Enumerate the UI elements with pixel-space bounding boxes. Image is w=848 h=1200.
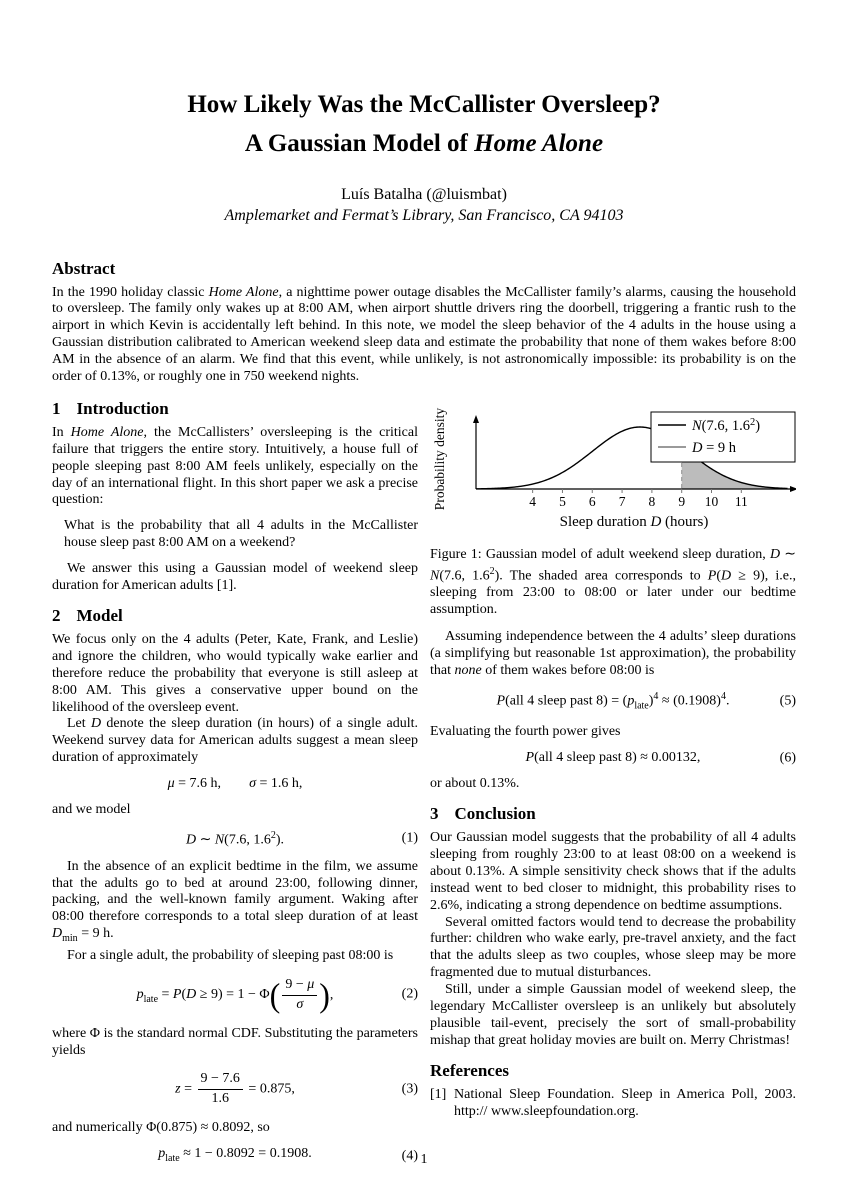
section-number: 2 (52, 606, 61, 625)
paper-title (52, 86, 796, 164)
section-heading-model (52, 608, 418, 625)
x-axis-label: Sleep duration D (hours) (559, 513, 709, 530)
equation-3: z = $\frac{9 - 7.6}{1.6}$ = 0.875, (3) (175, 1071, 418, 1107)
fraction: $\frac{9 - 7.6}{1.6}$ (196, 1071, 245, 1108)
equation-5: P(all 4 sleep past $8) = (p_{late})^4 \approx (0.1908)^4$. (5) (496, 690, 796, 712)
section-number: 3 (430, 804, 439, 824)
model-paragraph-2: Let D denote the sleep duration (in hours) of a single adult. Weekend survey data for American adults suggest a mean sleep duration of approximately (52, 716, 418, 766)
gaussian-plot (430, 405, 796, 533)
section-heading-introduction (52, 398, 418, 418)
model-paragraph-4: In the absence of an explicit bedtime in the film, we assume that the adults go to bed at around 23:00, following dinner, packing, and the well-known family argument. Waking after 08:00 therefore corresponds to a total sleep duration of at least $D_{min} = 9$ h. (52, 858, 418, 945)
fraction: $\frac{9 - \mu}{\sigma}$ (280, 977, 319, 1014)
model-paragraph-7: and numerically Φ(0.875) ≈ 0.8092, so (52, 1120, 270, 1136)
equation-parameters: μ = 7.6 h, σ = 1.6 h, (167, 776, 303, 792)
x-tick-label: 8 (648, 493, 656, 509)
model-paragraph-1: We focus only on the 4 adults (Peter, Kate, Frank, and Leslie) and ignore the children, who would typically wake earlier and therefore reduce the probability that everyone is still asleep at 8:00 AM. This gives a conservative upper bound on the likelihood of the oversleep event. (52, 631, 418, 715)
equation-number: (1) (401, 830, 418, 846)
section-title: Introduction (76, 398, 169, 418)
x-tick-label: 7 (618, 493, 626, 509)
section-title: Conclusion (454, 804, 536, 824)
x-tick-label: 5 (559, 493, 566, 509)
y-axis-label: Probability density (432, 407, 447, 511)
assuming-paragraph: Assuming independence between the 4 adults’ sleep durations (a simplifying but reasonable 1st approximation), the probability that none of them wakes before 08:00 is (430, 629, 796, 679)
abstract-text: In the 1990 holiday classic Home Alone, a nighttime power outage disables the McCallister family’s alarms, causing the household to oversleep. The family only wakes up at 8:00 AM, when airport shuttle drivers ring the doorbell, triggering a frantic rush to the airport in which Kevin is accidentally left behind. In this note, we model the sleep behavior of the 4 adults in the house using a Gaussian distribution calibrated to American weekend sleep data and estimate the probability that none of them wakes before 8:00 AM in the absence of an alarm. We find that this event, while unlikely, is not astronomically impossible: its probability is on the order of 0.13%, or roughly one in 750 weekend nights. (52, 284, 796, 385)
research-question-quote: What is the probability that all 4 adults in the McCallister house sleep past 8:00 AM on a weekend? (64, 518, 418, 551)
paper-title-line1: How Likely Was the McCallister Oversleep? (187, 91, 661, 118)
abstract-heading: Abstract (52, 258, 116, 278)
intro-paragraph-2: We answer this using a Gaussian model of weekend sleep duration for American adults [1]. (52, 561, 418, 594)
model-paragraph-6: where Φ is the standard normal CDF. Substituting the parameters yields (52, 1025, 418, 1058)
references-heading: References (430, 1060, 509, 1080)
x-tick-label: 6 (588, 493, 596, 509)
x-axis-arrow (790, 486, 796, 492)
equation-number: (6) (779, 750, 796, 766)
intro-paragraph-1: In Home Alone, the McCallisters’ oversleeping is the critical failure that triggers the entire story. Intuitively, a house full of people sleeping past 8:00 AM feels unlikely, especially on the day of an international flight. In this short paper we ask a precise question: (52, 424, 418, 508)
conclusion-paragraph-3: Still, under a simple Gaussian model of weekend sleep, the legendary McCallister oversleep is an unlikely but absolutely plausible tail-event, precisely the sort of small-probability mishap that great holiday movies are built on. Merry Christmas! (430, 982, 796, 1048)
equation-2: $p_{late} = P(D \ge 9) = 1 - \Phi$( $\frac{9 - \mu}{\sigma}$ ), (2) (136, 976, 418, 1015)
section-number: 1 (52, 398, 61, 418)
evaluating-paragraph: Evaluating the fourth power gives (430, 724, 621, 740)
affiliation: Amplemarket and Fermat’s Library, San Francisco, CA 94103 (224, 206, 624, 224)
section-title: Model (76, 606, 123, 625)
reference-item-1 (430, 1087, 796, 1121)
x-tick-label: 10 (704, 493, 719, 509)
title-block (52, 86, 796, 225)
x-tick-label: 11 (734, 493, 748, 509)
y-axis-arrow (473, 415, 479, 423)
conclusion-paragraph-1: Our Gaussian model suggests that the probability of all 4 adults sleeping from roughly 23:00 to at least 08:00 on a weekend is about 0.13%. A simple sensitivity check shows that if the adults instead went to bed closer to midnight, this probability rises to 2.6%, indicating a strong dependence on bedtime assumptions. (430, 830, 796, 913)
open-paren: ( (269, 976, 281, 1015)
figure-caption: Figure 1: Gaussian model of adult weekend sleep duration, D ∼ N(7.6, $1.6^2$). The shaded area corresponds to P(D ≥ 9), i.e., sleeping from 23:00 to 08:00 or later under our bedtime assumption. (430, 546, 796, 618)
equation-4: $p_{late} \approx 1 - 0.8092 = 0.1908$. (4) (158, 1146, 418, 1164)
author: Luís Batalha (@luismbat) (341, 185, 507, 203)
right-column (430, 401, 796, 1177)
equation-number: (5) (779, 693, 796, 709)
equation-6: P(all 4 sleep past 8) ≈ 0.00132, (6) (525, 750, 796, 766)
or-about-paragraph: or about 0.13%. (430, 776, 520, 792)
figure-1 (430, 405, 796, 619)
paper-title-line2: A Gaussian Model of Home Alone (244, 129, 604, 157)
equation-number: (2) (401, 986, 418, 1002)
page-number: 1 (420, 1152, 428, 1167)
legend-label-threshold: D = 9 h (692, 439, 737, 456)
two-column-body (52, 398, 796, 1177)
close-paren: ) (319, 976, 330, 1015)
model-paragraph-3: and we model (52, 802, 131, 818)
model-paragraph-5: For a single adult, the probability of sleeping past 08:00 is (67, 947, 394, 963)
equation-1: D ∼ N(7.6, $1.6^2$). (1) (185, 830, 418, 848)
x-tick-label: 9 (678, 493, 686, 509)
left-column (52, 398, 418, 1177)
conclusion-paragraph-2: Several omitted factors would tend to decrease the probability further: children who wake early, pre-travel anxiety, and the fact that the adults sleep as two couples, whose sleep may be more fragmented due to mutual disturbances. (430, 914, 796, 981)
equation-number: (4) (401, 1148, 418, 1164)
equation-number: (3) (401, 1081, 418, 1097)
legend-label-gaussian: N(7.6, $1.6^2$) (692, 416, 761, 434)
x-tick-label: 4 (529, 493, 537, 509)
abstract-section (52, 259, 796, 386)
reference-text: National Sleep Foundation. Sleep in America Poll, 2003. http:// www.sleepfoundation.org. (454, 1086, 796, 1119)
section-heading-conclusion (430, 806, 796, 823)
reference-label: [1] (430, 1086, 447, 1102)
